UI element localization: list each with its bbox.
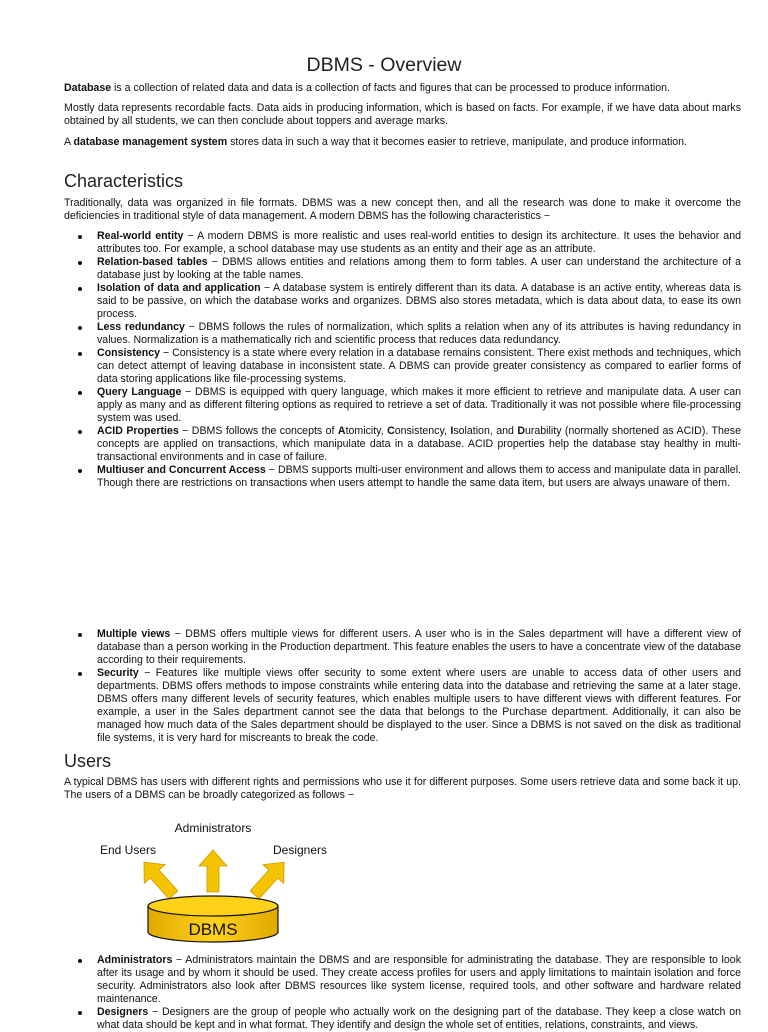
list-item — [64, 321, 741, 347]
intro-paragraph-1 — [64, 82, 741, 95]
intro-paragraph-3 — [64, 136, 741, 149]
users-diagram — [90, 814, 340, 944]
item-term: Query Language — [97, 386, 182, 398]
item-term: Isolation of data and application — [97, 282, 261, 294]
item-text: − DBMS allows entities and relations among them to form tables. A user can understand the architecture of a database just by looking at the table names. — [97, 256, 741, 281]
item-term: Consistency — [97, 347, 160, 359]
characteristics-intro: Traditionally, data was organized in file formats. DBMS was a new concept then, and all the research was done to make it overcome the deficiencies in traditional style of data management. A modern DBMS has the following characteristics − — [64, 197, 741, 222]
acid-letter: D — [517, 425, 525, 437]
acid-letter: A — [337, 425, 346, 437]
item-term: Designers — [97, 1006, 149, 1018]
list-item — [64, 347, 741, 386]
dbms-label: DBMS — [188, 920, 238, 939]
dbms-term: database management system — [73, 136, 228, 148]
arrow-to-administrators-icon — [199, 850, 227, 892]
item-text: tomicity, — [345, 425, 388, 437]
arrow-to-designers-icon — [244, 853, 294, 904]
database-term: Database — [64, 82, 112, 94]
list-item — [64, 230, 741, 256]
list-item — [64, 628, 741, 667]
users-diagram-svg — [90, 814, 340, 944]
intro-paragraph-3-text: stores data in such a way that it becomes easier to retrieve, manipulate, and produce information. — [227, 136, 688, 148]
item-text: − DBMS is equipped with query language, which makes it more efficient to retrieve and manipulate data. A user can apply as many and as different filtering options as required to retrieve a set of data. Traditionally it was not possible where file-processing system was used. — [97, 386, 741, 424]
list-item — [64, 386, 741, 425]
item-text: − Designers are the group of people who actually work on the designing part of the database. They keep a close watch on what data should be kept and in what format. They identify and design the whole set of entities, relations, constraints, and views. — [97, 1006, 741, 1031]
list-item — [64, 282, 741, 321]
item-text: − Administrators maintain the DBMS and are responsible for administrating the database. They are responsible to look after its usage and by whom it should be used. They create access profiles for users and apply limitations to maintain isolation and force security. Administrators also look after DBMS resources like system license, required tools, and other software and hardware related maintenance. — [97, 954, 741, 1005]
administrators-label: Administrators — [174, 821, 252, 835]
item-term: Multiuser and Concurrent Access — [97, 464, 266, 476]
page-title: DBMS - Overview — [306, 54, 462, 76]
list-item-acid — [64, 425, 741, 464]
item-term: Relation-based tables — [97, 256, 208, 268]
characteristics-list — [64, 230, 741, 490]
characteristics-heading: Characteristics — [64, 171, 184, 191]
item-text: − Features like multiple views offer security to some extent where users are unable to access data of other users and departments. DBMS offers methods to impose constraints while entering data into the database and retrieving the same at a later stage. DBMS offers many different levels of security features, which enables multiple users to have different views with different features. For example, a user in the Sales department cannot see the data that belongs to the Purchase department. Additionally, it can also be managed how much data of the Sales department should be displayed to the user. Since a DBMS is not saved on the disk as traditional file systems, it is very hard for miscreants to break the code. — [97, 667, 741, 744]
arrow-to-end-users-icon — [134, 853, 184, 904]
list-item — [64, 464, 741, 490]
users-intro: A typical DBMS has users with different rights and permissions who use it for different purposes. Some users retrieve data and some back it up. The users of a DBMS can be broadly categorized as follows − — [64, 776, 741, 801]
item-text: − DBMS supports multi-user environment and allows them to access and manipulate data in parallel. Though there are restrictions on transactions when users attempt to handle the same data item, but users are always unaware of them. — [97, 464, 741, 489]
item-text: solation, and — [453, 425, 518, 437]
intro-paragraph-3-pre: A — [64, 136, 74, 148]
item-text: − A modern DBMS is more realistic and uses real-world entities to design its architecture. It uses the behavior and attributes too. For example, a school database may use students as an entity and their age as an attribute. — [97, 230, 741, 255]
item-text: urability (normally shortened as ACID). These concepts are applied on transactions, which manipulate data in a database. ACID properties help the database stay healthy in multi-transactional environments and in case of failure. — [97, 425, 741, 463]
characteristics-list-continued — [64, 628, 741, 745]
item-term: ACID Properties — [97, 425, 179, 437]
acid-letter: C — [387, 425, 395, 437]
item-text: − DBMS offers multiple views for different users. A user who is in the Sales department will have a different view of database than a person working in the Production department. This feature enables the users to have a concentrate view of the database according to their requirements. — [97, 628, 741, 666]
end-users-label: End Users — [99, 843, 157, 857]
designers-label: Designers — [272, 843, 328, 857]
item-term: Multiple views — [97, 628, 171, 640]
list-item — [64, 256, 741, 282]
item-text: − DBMS follows the rules of normalization, which splits a relation when any of its attributes is having redundancy in values. Normalization is a mathematically rich and scientific process that reduces data redundancy. — [97, 321, 741, 346]
item-term: Security — [97, 667, 139, 679]
item-text: onsistency, — [394, 425, 451, 437]
item-text: − A database system is entirely different than its data. A database is an active entity, whereas data is said to be passive, on which the database works and organizes. DBMS also stores metadata, which is data about data, to ease its own process. — [97, 282, 741, 320]
users-heading: Users — [64, 751, 112, 771]
list-item — [64, 1006, 741, 1032]
item-text: − Consistency is a state where every relation in a database remains consistent. There exist methods and techniques, which can detect attempt of leaving database in inconsistent state. A DBMS can provide greater consistency as compared to earlier forms of data storing applications like file-processing systems. — [97, 347, 741, 385]
list-item — [64, 954, 741, 1006]
intro-paragraph-2: Mostly data represents recordable facts. Data aids in producing information, which is based on facts. For example, if we have data about marks obtained by all students, we can then conclude about toppers and average marks. — [64, 102, 741, 127]
item-term: Administrators — [97, 954, 173, 966]
intro-paragraph-1-text: is a collection of related data and data is a collection of facts and figures that can be processed to produce information. — [111, 82, 670, 94]
item-text: − DBMS follows the concepts of — [178, 425, 338, 437]
item-term: Less redundancy — [97, 321, 185, 333]
list-item — [64, 667, 741, 745]
item-term: Real-world entity — [97, 230, 184, 242]
users-list — [64, 954, 741, 1032]
acid-letter: I — [450, 425, 454, 437]
